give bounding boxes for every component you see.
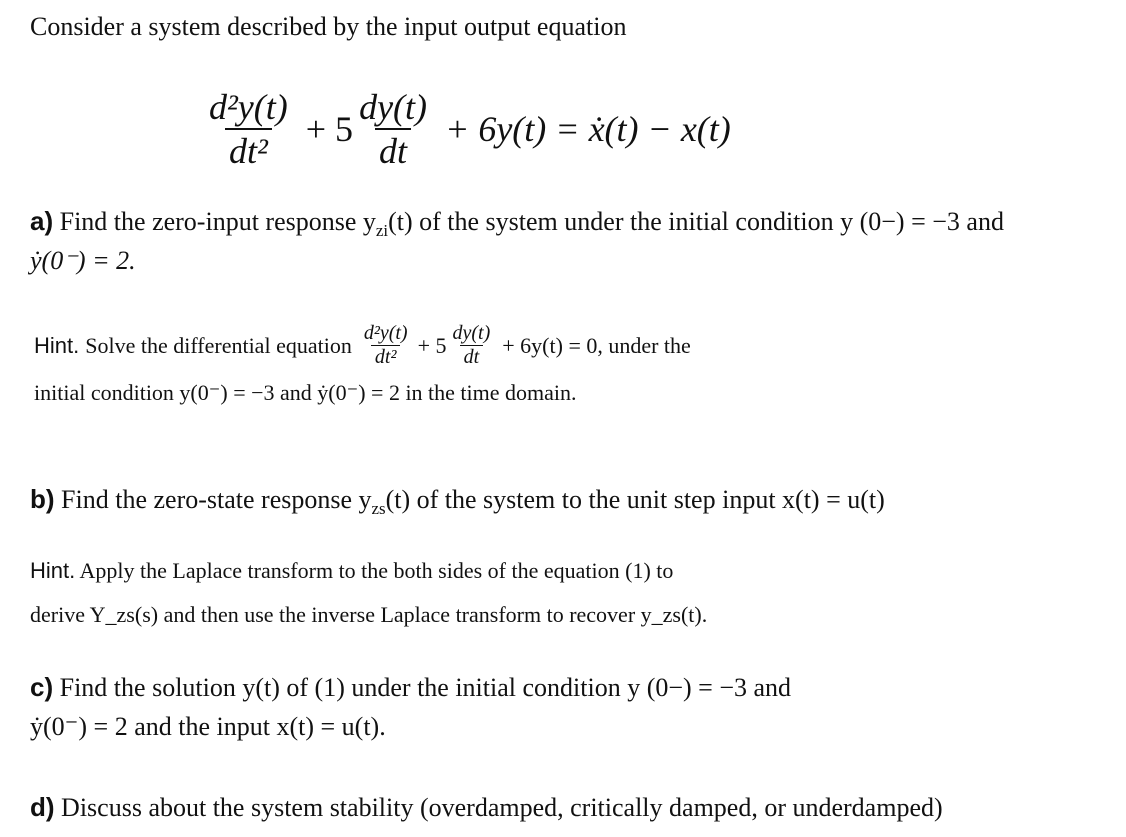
part-c-line1-text: Find the solution y(t) of (1) under the initial condition y (0−) = −3 and (59, 673, 792, 702)
main-equation (205, 86, 731, 172)
hint-a-fraction2 (449, 322, 495, 369)
hint-b-line1 (30, 558, 673, 584)
hint-a-line1 (34, 322, 691, 369)
part-a-text-after: (t) of the system under the initial condition y (0−) = −3 and (388, 207, 1004, 236)
part-c-label: c) (30, 672, 54, 702)
part-d-line (30, 792, 943, 823)
fraction-denominator: dt (460, 345, 484, 369)
fraction-denominator: dt² (225, 128, 272, 172)
hint-b-line2: derive Y_zs(s) and then use the inverse Laplace transform to recover y_zs(t). (30, 602, 708, 627)
hint-a-prefix: Hint. (34, 332, 80, 358)
equation-rest: + 6y(t) = ẋ(t) − x(t) (445, 109, 731, 149)
hint-b-prefix: Hint. (30, 558, 76, 583)
part-b-subscript: zs (371, 499, 386, 519)
hint-a-line2: initial condition y(0⁻) = −3 and ẏ(0⁻) = 2 in the time domain. (34, 380, 577, 405)
fraction-numerator: d²y(t) (363, 322, 408, 344)
fraction-numerator: dy(t) (359, 87, 428, 127)
part-b-text-after: (t) of the system to the unit step input x(t) = u(t) (385, 485, 885, 514)
part-a-line2: ẏ(0⁻) = 2. (30, 246, 136, 275)
second-derivative-fraction (205, 86, 292, 172)
part-b-text-before: Find the zero-state response y (61, 485, 372, 514)
hint-a-text1: Solve the differential equation (85, 332, 352, 358)
part-a-text-before: Find the zero-input response y (59, 207, 376, 236)
part-c-line2: ẏ(0⁻) = 2 and the input x(t) = u(t). (30, 712, 386, 741)
hint-a-operator: + 5 (417, 332, 447, 358)
fraction-numerator: d²y(t) (209, 87, 288, 127)
part-d-text: Discuss about the system stability (overdamped, critically damped, or underdamped) (61, 793, 943, 822)
intro-text: Consider a system described by the input output equation (30, 12, 627, 41)
part-d-label: d) (30, 792, 55, 822)
fraction-numerator: dy(t) (452, 322, 491, 344)
part-a-label: a) (30, 206, 54, 236)
part-c-line1 (30, 672, 791, 703)
part-b-label: b) (30, 484, 55, 514)
equation-operator: + 5 (305, 109, 354, 149)
part-a-subscript: zi (375, 221, 389, 241)
part-a-line1 (30, 206, 1004, 241)
fraction-denominator: dt (375, 128, 411, 172)
hint-b-line1-text: Apply the Laplace transform to the both sides of the equation (1) to (79, 558, 674, 583)
hint-a-fraction1 (360, 322, 412, 369)
first-derivative-fraction (355, 86, 431, 172)
part-b-line (30, 484, 885, 519)
hint-a-text2: + 6y(t) = 0, under the (502, 332, 691, 358)
fraction-denominator: dt² (371, 345, 401, 369)
